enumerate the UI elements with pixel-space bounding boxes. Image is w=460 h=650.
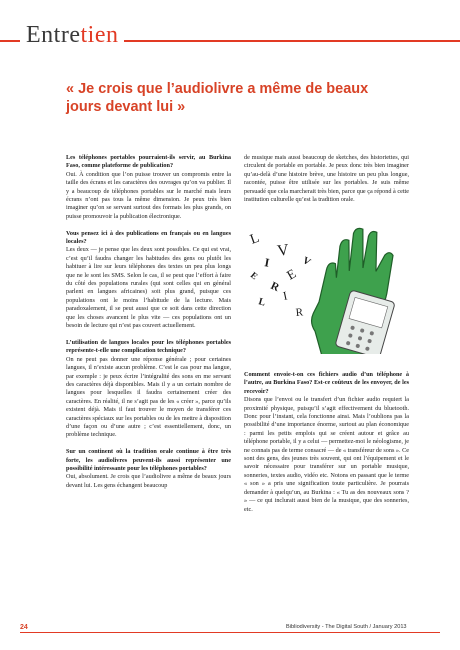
answer-1: Oui. À condition que l’on puisse trouver un compromis entre la taille des écrans et les caractères des ouvrages qu’on va publier. Il y a beaucoup de téléphones portables sur le marché mais leurs écrans n’ont pas tous la même dimension. Je peux très bien imaginer qu’on se servant surtout des formats les plus grands, on puisse promouvoir la publication électronique. <box>66 170 231 220</box>
footer-text: Bibliodiversity - The Digital South / January 2013 <box>286 624 407 630</box>
floating-letter: V <box>276 241 291 260</box>
question-3: L’utilisation de langues locales pour les téléphones portables représente-t-elle une complication technique? <box>66 338 231 355</box>
right-column-bottom <box>244 371 409 514</box>
hand-phone-illustration <box>244 204 416 354</box>
floating-letter: I <box>281 288 289 303</box>
answer-4: Oui, absolument. Je crois que l’audiolivre a même de beaux jours devant lui. Les gens échangent beaucoup <box>66 473 231 489</box>
floating-letter: E <box>284 265 299 283</box>
answer-2: Les deux — je pense que les deux sont possibles. Ce qui est vrai, c’est qu’il faudra changer les habitudes des gens ou plutôt les habituer à lire sur leurs téléphones des textes un peu plus longs que ne le sont les SMS. Selon le cas, il se peut que l’effort à faire du côté des populations rurales (qui sont celles qui en général parlent en langues africaines) soit plus grand, puisque ces populations ont le moins l’habitude de la lecture. Mais paradoxalement, il se peut aussi que ce soit dans cette direction que les choses avancent le plus vite — ces populations ont un besoin de lecture qui n’est pas couvert actuellement. <box>66 246 231 330</box>
question-1: Les téléphones portables pourraient-ils servir, au Burkina Faso, comme plateforme de publication? <box>66 154 231 170</box>
floating-letter: E <box>248 269 260 282</box>
floating-letter: L <box>248 230 262 248</box>
floating-letter: L <box>257 296 267 309</box>
answer-4-continued: de musique mais aussi beaucoup de sketches, des historiettes, qui circulent de portable en portable. Je peux donc très bien imaginer qu’au-delà d’une histoire brève, une histoire un peu plus longue, racontée, puisse être utilisée sur les portables. Je suis même persuadé que cela marcherait très bien, parce que ça répond à cette institution culturelle qu’est la tradition orale. <box>244 154 409 204</box>
floating-letter: I <box>263 255 271 270</box>
left-column <box>66 154 231 490</box>
question-4: Sur un continent où la tradition orale continue à être très forte, les audiolivres peuvent-ils aussi représenter une possibilité intéressante pour les téléphones portables? <box>66 448 231 472</box>
floating-letter: V <box>300 255 313 269</box>
question-5: Comment envoie-t-on ces fichiers audio d’un téléphone à l’autre, au Burkina Faso? Est-ce coûteux de les envoyer, de les recevoir? <box>244 371 409 395</box>
section-label-part2: tien <box>80 22 119 48</box>
floating-letter: R <box>295 306 304 319</box>
answer-3: On ne peut pas donner une réponse générale ; pour certaines langues, il n’existe aucun problème. C’est le cas pour ma langue, par exemple : je peux écrire l’intégralité des sons en me servant des caractères déjà disponibles. Mais il y a un certain nombre de langues pour lesquelles il faudra certainement créer des caractères. En réalité, il ne s’agit pas de les « créer », parce qu’ils existent déjà. Mais il faut trouver le moyen de transférer ces caractères spéciaux sur les portables ou de les mettre à disposition d’une façon ou d’une autre ; c’est essentiellement, donc, un problème technique. <box>66 355 231 439</box>
question-2: Vous pensez ici à des publications en français ou en langues locales? <box>66 229 231 246</box>
right-column-top <box>244 154 409 204</box>
floating-letter: R <box>268 279 282 295</box>
section-header <box>0 22 460 66</box>
section-label-part1: Entre <box>26 22 81 48</box>
article-title: « Je crois que l’audiolivre a même de beaux jours devant lui » <box>66 81 369 115</box>
page-number: 24 <box>20 624 28 631</box>
answer-5: Disons que l’envoi ou le transfert d’un fichier audio requiert la proximité physique, puisqu’il s’agit effectivement du bluetooth. Donc pour l’instant, cela fonctionne ainsi. Mais l’oublions pas la possibilité d’une importance énorme, surtout au plan économique : parmi les petits emplois qui se créent autour et grâce au téléphone portable, il y a celui — permettez-moi le néologisme, je ne connais pas de terme consacré — de « transféreur de sons ». Ce sont des gens, des jeunes très souvent, qui ont l’équipement et le savoir nécessaire pour transférer sur un portable musique, sonneries, textes audio, vidéo etc. Notons en passant que le terme « son » a pris une signification toute particulière. Je pourrais demander à quelqu’un, au Burkina : « Tu as des nouveaux sons ? » — ce qui inclurait aussi bien de la musique, que des sonneries, etc. <box>244 396 409 513</box>
footer-rule <box>20 632 440 633</box>
section-label <box>20 20 124 50</box>
